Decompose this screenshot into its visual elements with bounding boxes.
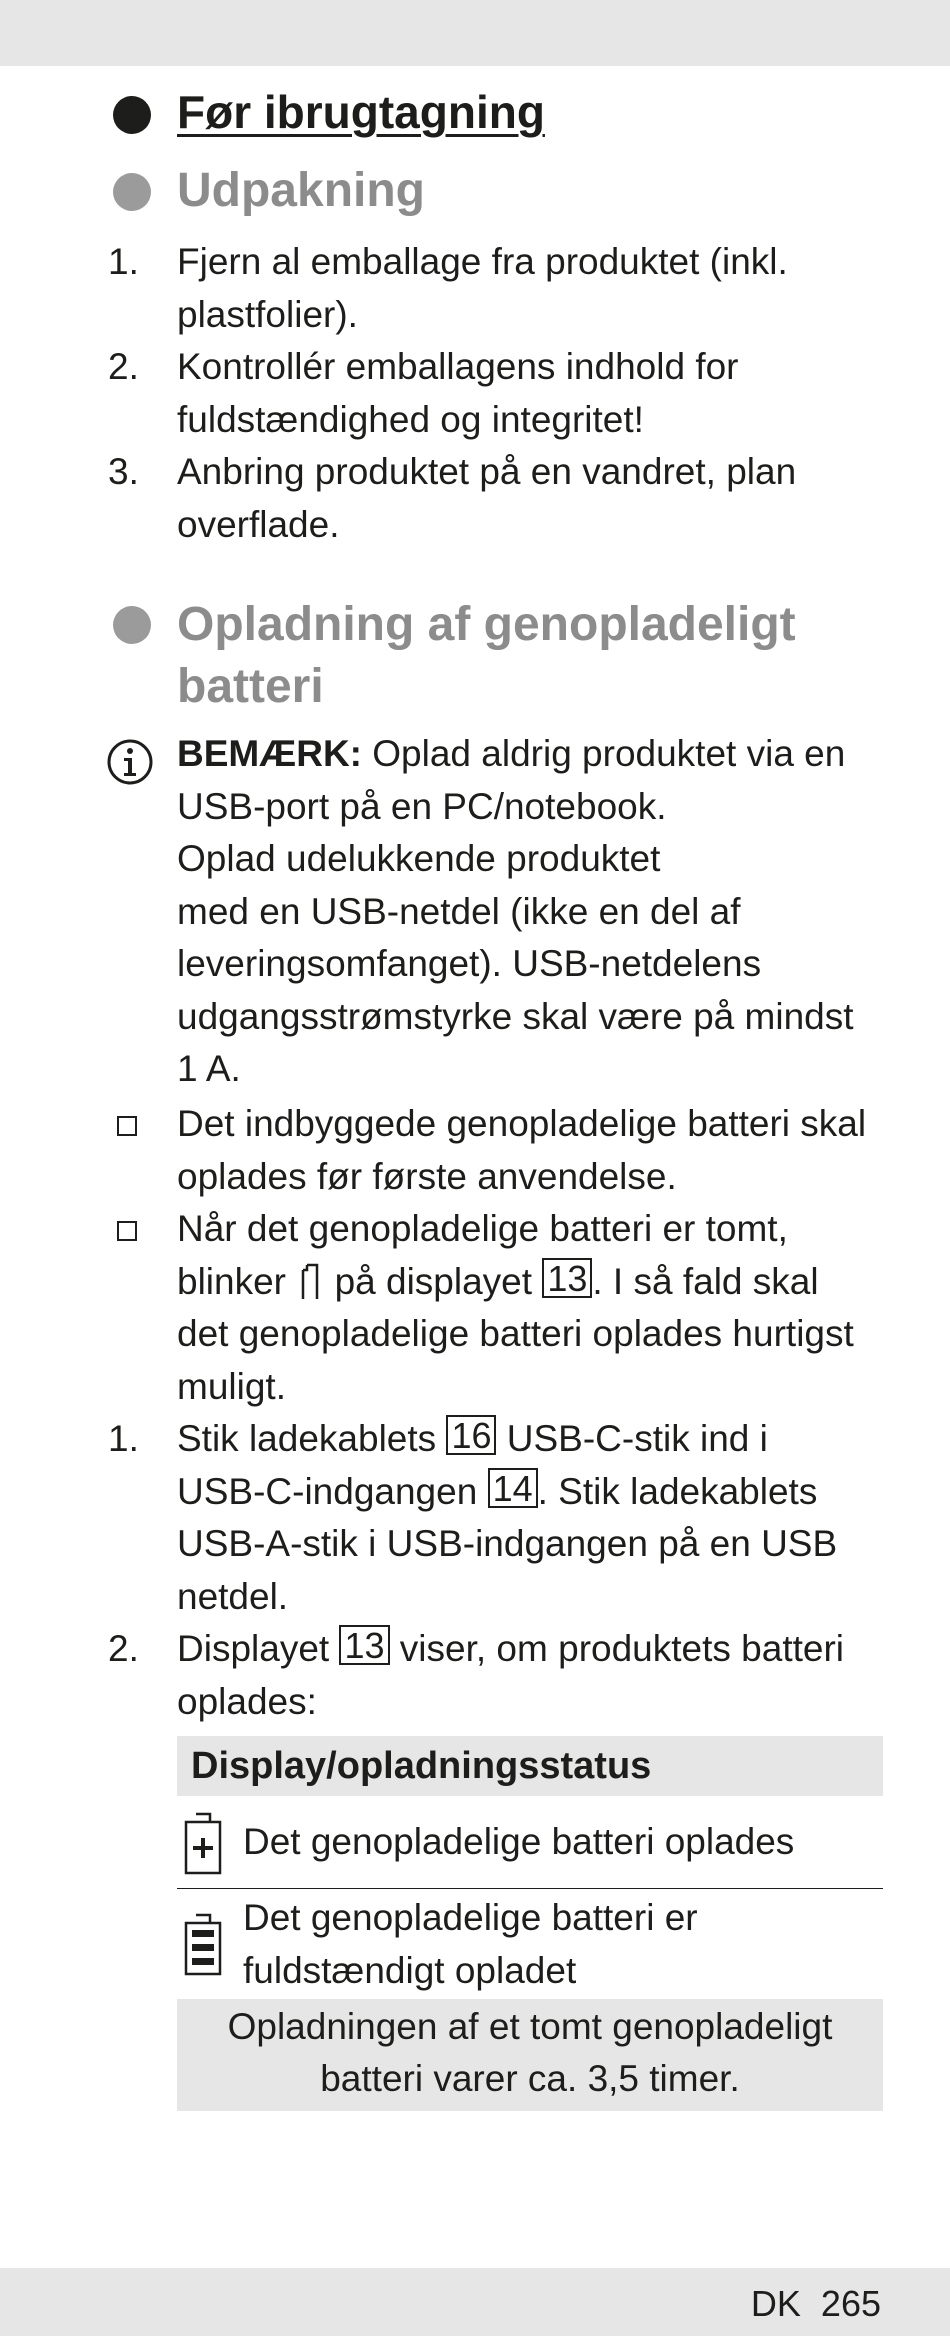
bullet-text-line: Det indbyggede genopladelige batteri skal bbox=[177, 1103, 867, 1144]
step-text-line: netdel. bbox=[177, 1575, 289, 1617]
reference-number-box: 14 bbox=[488, 1468, 538, 1508]
step-text: viser, om produktets batteri bbox=[399, 1628, 844, 1669]
status-table-header: Display/opladningsstatus bbox=[177, 1736, 883, 1796]
bullet-text: på displayet bbox=[334, 1260, 533, 1302]
step-number: 1. bbox=[108, 1418, 139, 1459]
step-text: Displayet bbox=[177, 1628, 330, 1669]
battery-full-icon bbox=[183, 1911, 223, 1977]
section-bullet-dot bbox=[113, 96, 151, 134]
step-number: 3. bbox=[108, 451, 139, 492]
step-text: USB-C-stik ind i bbox=[506, 1418, 768, 1459]
status-table bbox=[177, 1736, 883, 2111]
footer-text-line: batteri varer ca. 3,5 timer. bbox=[320, 2058, 740, 2099]
note-block bbox=[177, 728, 897, 1096]
bullet-item bbox=[177, 1098, 897, 1203]
footer-text-line: Opladningen af et tomt genopladeligt bbox=[227, 2006, 833, 2047]
page-footer bbox=[751, 2283, 881, 2325]
battery-empty-icon bbox=[300, 1262, 320, 1302]
bullet-text-line: muligt. bbox=[177, 1365, 286, 1407]
charging-heading-line: batteri bbox=[177, 660, 324, 713]
status-text-line: Det genopladelige batteri oplades bbox=[243, 1821, 795, 1862]
note-text-line: leveringsomfanget). USB-netdelens bbox=[177, 943, 762, 984]
step-text-line: Fjern al emballage fra produktet (inkl. bbox=[177, 241, 788, 282]
step-text: Stik ladekablets bbox=[177, 1418, 437, 1459]
bullet-text: . I så fald skal bbox=[592, 1260, 819, 1302]
language-code: DK bbox=[750, 2283, 801, 2324]
reference-number-box: 16 bbox=[446, 1415, 496, 1455]
subheading-bullet-dot bbox=[113, 173, 151, 211]
bullet-text-line: oplades før første anvendelse. bbox=[177, 1155, 677, 1197]
step-text-line: fuldstændighed og integritet! bbox=[177, 398, 644, 440]
note-text-line: med en USB-netdel (ikke en del af bbox=[177, 890, 741, 932]
step-number: 2. bbox=[108, 346, 139, 387]
section-title: Før ibrugtagning bbox=[177, 86, 545, 138]
top-bar bbox=[0, 0, 950, 66]
step-text-line: plastfolier). bbox=[177, 293, 358, 335]
page-number: 265 bbox=[820, 2283, 881, 2324]
status-text-line: Det genopladelige batteri er bbox=[243, 1897, 698, 1938]
status-table-footer bbox=[177, 1999, 883, 2111]
step-text-line: USB-A-stik i USB-indgangen på en USB bbox=[177, 1523, 838, 1564]
note-text-line: udgangsstrømstyrke skal være på mindst bbox=[177, 995, 854, 1037]
info-icon bbox=[106, 738, 154, 786]
bullet-item bbox=[177, 1203, 897, 1413]
status-table-row bbox=[177, 1889, 883, 1999]
battery-charging-icon bbox=[183, 1810, 223, 1876]
step-text-line: Anbring produktet på en vandret, plan bbox=[177, 451, 797, 492]
subheading-bullet-dot bbox=[113, 606, 151, 644]
square-bullet bbox=[117, 1221, 137, 1241]
step-number: 1. bbox=[108, 241, 139, 282]
note-label: BEMÆRK: bbox=[177, 733, 362, 774]
step-text-line: overflade. bbox=[177, 503, 340, 545]
unpacking-heading: Udpakning bbox=[177, 164, 425, 217]
step-text-line: oplades: bbox=[177, 1680, 317, 1722]
note-text-line: USB-port på en PC/notebook. bbox=[177, 785, 667, 827]
reference-number-box: 13 bbox=[339, 1625, 389, 1665]
step-number: 2. bbox=[108, 1628, 139, 1669]
status-text-line: fuldstændigt opladet bbox=[243, 1949, 577, 1991]
reference-number-box: 13 bbox=[542, 1258, 592, 1298]
note-text-line: 1 A. bbox=[177, 1048, 241, 1089]
bullet-text: blinker bbox=[177, 1260, 286, 1302]
note-text-line: Oplad udelukkende produktet bbox=[177, 838, 661, 879]
square-bullet bbox=[117, 1116, 137, 1136]
step-text-line: Kontrollér emballagens indhold for bbox=[177, 346, 739, 387]
bullet-text-line: Når det genopladelige batteri er tomt, bbox=[177, 1208, 788, 1249]
charging-heading-line: Opladning af genopladeligt bbox=[177, 598, 796, 651]
status-table-row bbox=[177, 1796, 883, 1889]
charging-heading bbox=[177, 594, 796, 718]
step-text: USB-C-indgangen bbox=[177, 1470, 478, 1512]
note-text: Oplad aldrig produktet via en bbox=[361, 733, 846, 774]
step-text: . Stik ladekablets bbox=[537, 1470, 818, 1512]
bullet-text-line: det genopladelige batteri oplades hurtigst bbox=[177, 1313, 854, 1354]
